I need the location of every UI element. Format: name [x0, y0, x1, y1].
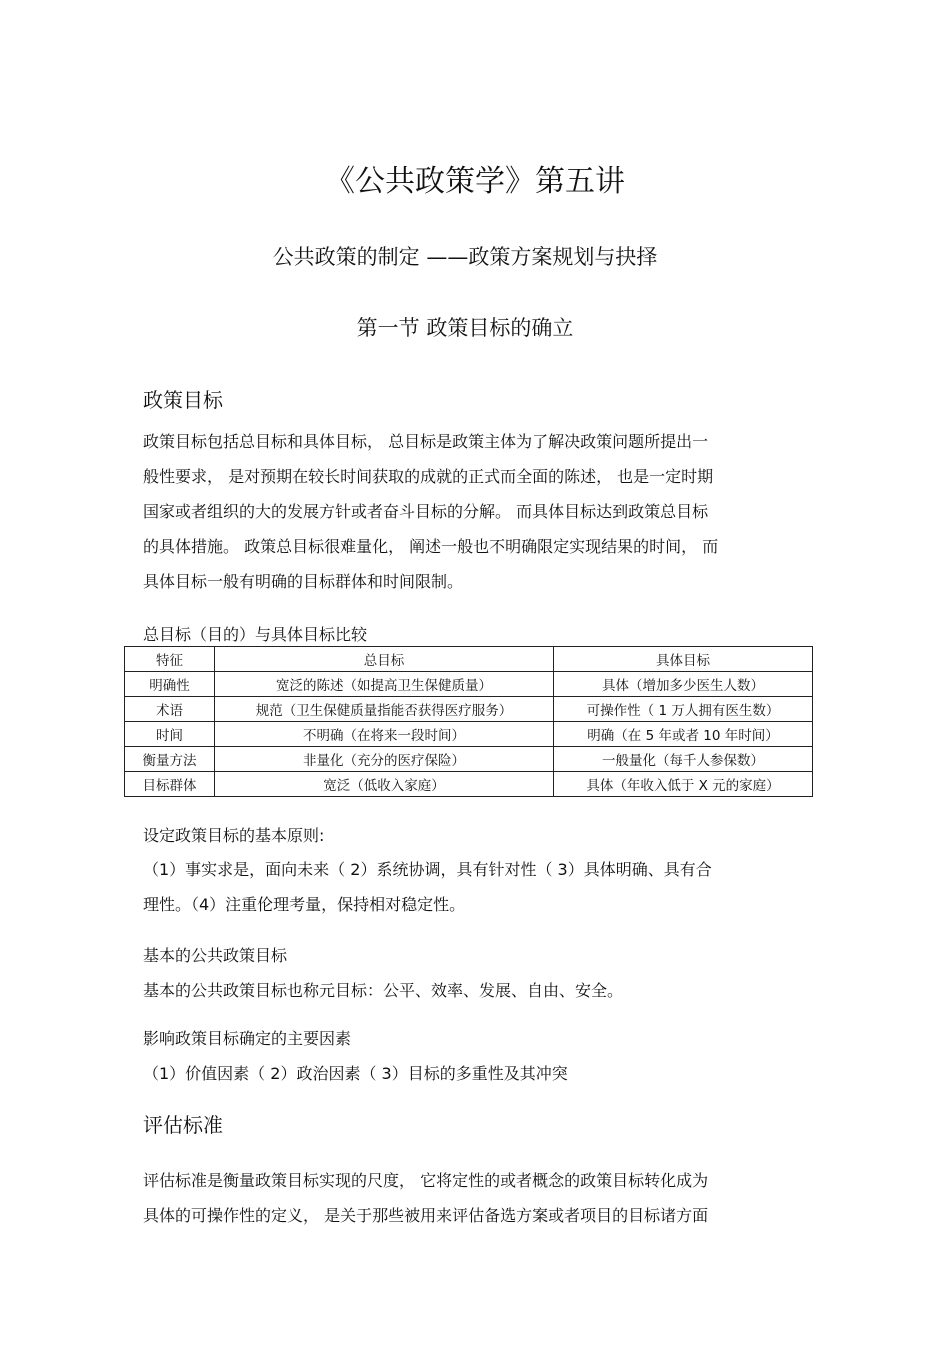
table-cell: 衡量方法	[125, 747, 215, 772]
table-cell: 明确性	[125, 672, 215, 697]
paragraph-policy-goals	[143, 424, 803, 599]
table-cell: 非量化（充分的医疗保险）	[215, 747, 554, 772]
table-cell: 宽泛（低收入家庭）	[215, 772, 554, 797]
paragraph-basic-goals: 基本的公共政策目标也称元目标：公平、效率、发展、自由、安全。	[143, 981, 624, 1000]
heading-criteria: 评估标准	[143, 1113, 223, 1137]
paragraph-line: 的具体措施。 政策总目标很难量化， 阐述一般也不明确限定实现结果的时间， 而	[143, 537, 719, 556]
paragraph-line: （1）事实求是，面向未来（ 2）系统协调，具有针对性（ 3）具体明确、具有合	[143, 860, 712, 879]
lecture-subtitle: 公共政策的制定 ——政策方案规划与抉择	[272, 245, 658, 269]
table-cell: 具体（增加多少医生人数）	[554, 672, 813, 697]
paragraph-line: 国家或者组织的大的发展方针或者奋斗目标的分解。 而具体目标达到政策总目标	[143, 502, 709, 521]
paragraph-line: 政策目标包括总目标和具体目标， 总目标是政策主体为了解决政策问题所提出一	[143, 432, 709, 451]
table-header-cell: 特征	[125, 647, 215, 672]
table-caption: 总目标（目的）与具体目标比较	[143, 625, 368, 644]
heading-factors: 影响政策目标确定的主要因素	[143, 1029, 352, 1048]
table-cell: 宽泛的陈述（如提高卫生保健质量）	[215, 672, 554, 697]
table-header-row	[125, 647, 813, 672]
paragraph-line: 评估标准是衡量政策目标实现的尺度， 它将定性的或者概念的政策目标转化成为	[143, 1171, 709, 1190]
table-cell: 目标群体	[125, 772, 215, 797]
heading-basic-goals: 基本的公共政策目标	[143, 946, 288, 965]
paragraph-line: 般性要求， 是对预期在较长时间获取的成就的正式而全面的陈述， 也是一定时期	[143, 467, 714, 486]
table-header-cell: 具体目标	[554, 647, 813, 672]
table-cell: 规范（卫生保健质量指能否获得医疗服务）	[215, 697, 554, 722]
lecture-title: 《公共政策学》第五讲	[325, 164, 625, 199]
table-cell: 具体（年收入低于 X 元的家庭）	[554, 772, 813, 797]
paragraph-principles	[143, 852, 803, 922]
paragraph-line: 理性。（4）注重伦理考量，保持相对稳定性。	[143, 895, 466, 914]
comparison-table	[124, 646, 813, 797]
paragraph-factors: （1）价值因素（ 2）政治因素（ 3）目标的多重性及其冲突	[143, 1064, 568, 1083]
paragraph-line: 具体目标一般有明确的目标群体和时间限制。	[143, 572, 464, 591]
table-row	[125, 772, 813, 797]
table-cell: 明确（在 5 年或者 10 年时间）	[554, 722, 813, 747]
table-cell: 术语	[125, 697, 215, 722]
heading-principles: 设定政策目标的基本原则:	[143, 826, 325, 845]
heading-policy-goals: 政策目标	[143, 388, 223, 412]
paragraph-line: 具体的可操作性的定义， 是关于那些被用来评估备选方案或者项目的目标诸方面	[143, 1206, 709, 1225]
table-row	[125, 747, 813, 772]
table-row	[125, 722, 813, 747]
paragraph-criteria	[143, 1163, 803, 1233]
table-row	[125, 672, 813, 697]
table-row	[125, 697, 813, 722]
table-header-cell: 总目标	[215, 647, 554, 672]
table-cell: 不明确（在将来一段时间）	[215, 722, 554, 747]
table-cell: 一般量化（每千人参保数）	[554, 747, 813, 772]
section-title: 第一节 政策目标的确立	[356, 316, 574, 340]
table-cell: 可操作性（ 1 万人拥有医生数）	[554, 697, 813, 722]
table-cell: 时间	[125, 722, 215, 747]
